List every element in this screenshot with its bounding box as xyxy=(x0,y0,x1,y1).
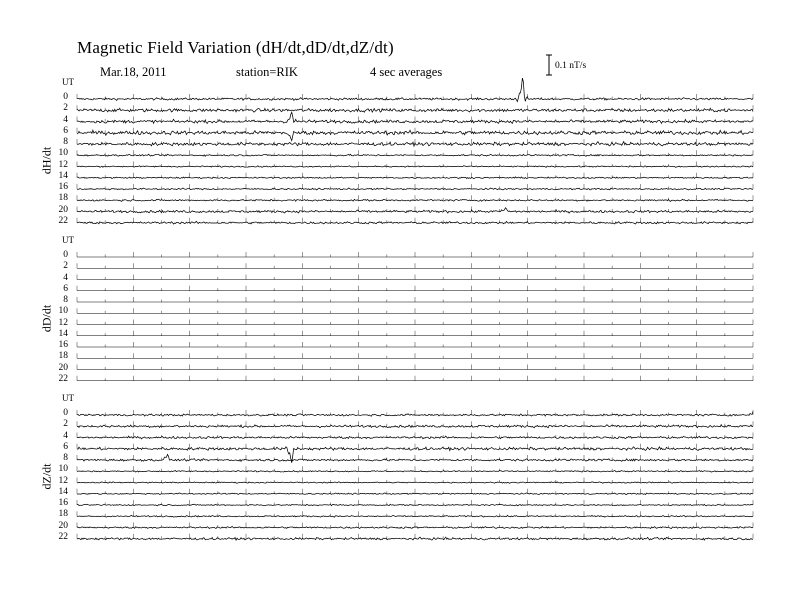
row-label-16: 16 xyxy=(58,182,68,192)
date-label: Mar.18, 2011 xyxy=(100,65,167,79)
ticks-dH/dt-20 xyxy=(77,207,753,212)
row-label-20: 20 xyxy=(58,520,68,531)
row-label-8: 8 xyxy=(63,295,68,305)
ticks-dD/dt-6 xyxy=(77,286,753,291)
row-label-0: 0 xyxy=(63,250,68,260)
ticks-dD/dt-12 xyxy=(77,320,753,325)
row-label-14: 14 xyxy=(58,328,68,339)
ticks-dZ/dt-16 xyxy=(77,500,753,505)
row-label-14: 14 xyxy=(58,486,68,497)
ticks-dD/dt-22 xyxy=(77,376,753,381)
row-label-8: 8 xyxy=(63,137,68,147)
row-label-14: 14 xyxy=(58,170,68,181)
row-label-18: 18 xyxy=(58,193,68,204)
row-label-6: 6 xyxy=(63,441,68,452)
row-label-16: 16 xyxy=(58,498,68,508)
row-label-22: 22 xyxy=(58,531,68,542)
row-label-20: 20 xyxy=(58,204,68,215)
panel-label-dD-dt: dD/dt xyxy=(39,304,54,333)
ticks-dD/dt-2 xyxy=(77,263,753,268)
row-label-6: 6 xyxy=(63,283,68,294)
ticks-dZ/dt-18 xyxy=(77,511,753,516)
row-label-4: 4 xyxy=(63,114,68,125)
row-label-2: 2 xyxy=(63,103,68,114)
row-label-22: 22 xyxy=(58,373,68,384)
row-label-4: 4 xyxy=(63,430,68,441)
ticks-dH/dt-22 xyxy=(77,218,753,223)
row-label-10: 10 xyxy=(58,306,68,317)
row-label-8: 8 xyxy=(63,453,68,463)
scale-bar-label: 0.1 nT/s xyxy=(555,61,587,71)
ut-axis-label: UT xyxy=(62,393,74,403)
ticks-dH/dt-6 xyxy=(77,128,753,133)
row-label-18: 18 xyxy=(58,351,68,362)
ticks-dH/dt-10 xyxy=(77,150,753,155)
row-label-6: 6 xyxy=(63,125,68,136)
row-label-22: 22 xyxy=(58,215,68,226)
ticks-dD/dt-20 xyxy=(77,365,753,370)
ticks-dD/dt-10 xyxy=(77,308,753,313)
row-label-10: 10 xyxy=(58,464,68,475)
ticks-dD/dt-4 xyxy=(77,275,753,280)
ticks-dD/dt-18 xyxy=(77,353,753,358)
ticks-dH/dt-18 xyxy=(77,195,753,200)
ticks-dD/dt-8 xyxy=(77,297,753,302)
row-label-2: 2 xyxy=(63,419,68,430)
row-label-10: 10 xyxy=(58,148,68,159)
ticks-dD/dt-14 xyxy=(77,331,753,336)
row-label-0: 0 xyxy=(63,408,68,418)
row-label-16: 16 xyxy=(58,340,68,350)
row-label-20: 20 xyxy=(58,362,68,373)
trace-dZ/dt-12 xyxy=(77,482,753,484)
ut-axis-label: UT xyxy=(62,235,74,245)
ticks-dH/dt-12 xyxy=(77,162,753,167)
row-label-4: 4 xyxy=(63,272,68,283)
ticks-dZ/dt-12 xyxy=(77,478,753,483)
ut-axis-label: UT xyxy=(62,77,74,87)
panel-label-dZ-dt: dZ/dt xyxy=(39,463,54,490)
ticks-dZ/dt-2 xyxy=(77,421,753,426)
averaging-label: 4 sec averages xyxy=(370,65,443,79)
row-label-12: 12 xyxy=(58,475,68,486)
panel-label-dH-dt: dH/dt xyxy=(39,146,54,175)
station-label: station=RIK xyxy=(236,65,298,79)
chart-title: Magnetic Field Variation (dH/dt,dD/dt,dZ/dt) xyxy=(77,38,394,57)
ticks-dD/dt-0 xyxy=(77,252,753,257)
row-label-0: 0 xyxy=(63,92,68,102)
ticks-dD/dt-16 xyxy=(77,342,753,347)
row-label-12: 12 xyxy=(58,159,68,170)
row-label-12: 12 xyxy=(58,317,68,328)
row-label-2: 2 xyxy=(63,261,68,272)
row-label-18: 18 xyxy=(58,509,68,520)
